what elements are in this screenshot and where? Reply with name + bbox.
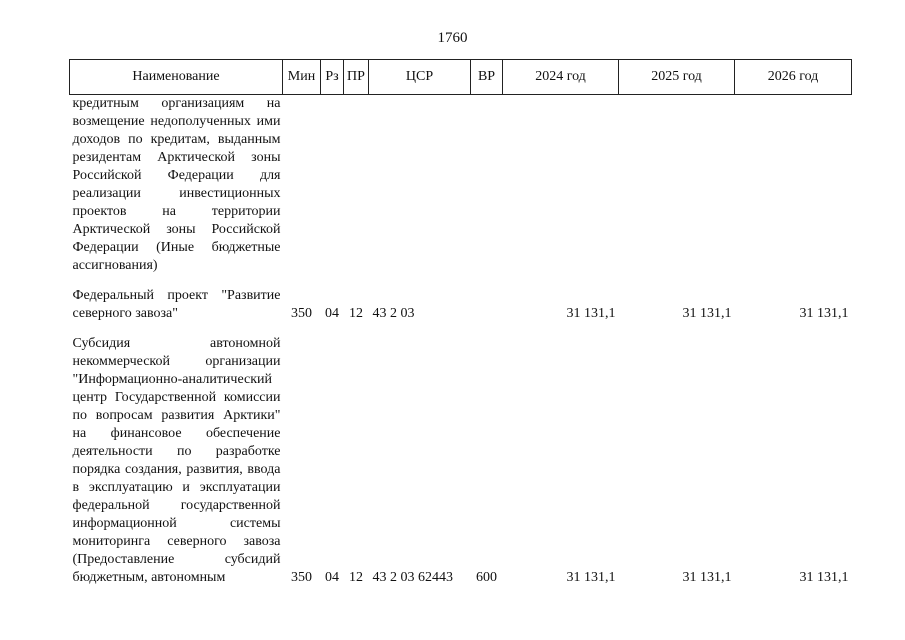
row-pr: 12 [349, 306, 363, 321]
header-year-2025: 2025 год [619, 60, 735, 95]
header-pr: ПР [344, 60, 369, 95]
row-pr [344, 95, 369, 276]
row-pr: 12 [349, 570, 363, 585]
row-spacer [70, 275, 852, 287]
row-vr [471, 287, 503, 323]
row-csr: 43 2 03 62443 [372, 570, 453, 585]
page-number: 1760 [437, 30, 468, 46]
row-rz: 04 [325, 570, 339, 585]
row-name: кредитным организациям на возмещение недополученных ими доходов по кредитам, выданным резидентам Арктической зоны Российской Федерации для реализации инвестиционных проектов на территории Арктической зоны Российской Федерации (Иные бюджетные ассигнования) [72, 96, 281, 273]
header-name: Наименование [70, 60, 283, 95]
row-csr: 43 2 03 [372, 306, 415, 321]
row-name: Субсидия автономной некоммерческой организации "Информационно-аналитический центр Государственной комиссии по вопросам развития Арктики" на финансовое обеспечение деятельности по разработке порядка создания, развития, ввода в эксплуатацию и эксплуатации федеральной государственной информационной системы мониторинга северного завоза (Предоставление субсидий бюджетным, автономным [72, 336, 281, 585]
budget-table [69, 59, 852, 587]
row-amount-2024: 31 131,1 [566, 570, 616, 585]
row-csr [369, 95, 471, 276]
row-vr: 600 [476, 570, 497, 585]
row-rz [321, 95, 344, 276]
header-year-2026: 2026 год [735, 60, 852, 95]
table-row [70, 287, 852, 323]
header-vr: ВР [471, 60, 503, 95]
row-amount-2026 [735, 95, 852, 276]
table-row [70, 95, 852, 276]
header-rz: Рз [321, 60, 344, 95]
row-amount-2025: 31 131,1 [682, 570, 732, 585]
row-vr [471, 95, 503, 276]
row-amount-2025 [619, 95, 735, 276]
row-amount-2024 [503, 95, 619, 276]
row-name: Федеральный проект "Развитие северного завоза" [72, 288, 281, 321]
header-min: Мин [283, 60, 321, 95]
row-amount-2024: 31 131,1 [566, 306, 616, 321]
header-year-2024: 2024 год [503, 60, 619, 95]
row-min [283, 95, 321, 276]
row-amount-2026: 31 131,1 [799, 570, 849, 585]
header-csr: ЦСР [369, 60, 471, 95]
row-amount-2025: 31 131,1 [682, 306, 732, 321]
row-min: 350 [291, 570, 312, 585]
row-rz: 04 [325, 306, 339, 321]
row-min: 350 [291, 306, 312, 321]
row-amount-2026: 31 131,1 [799, 306, 849, 321]
table-header-row [70, 60, 852, 95]
table-row [70, 335, 852, 587]
row-spacer [70, 323, 852, 335]
